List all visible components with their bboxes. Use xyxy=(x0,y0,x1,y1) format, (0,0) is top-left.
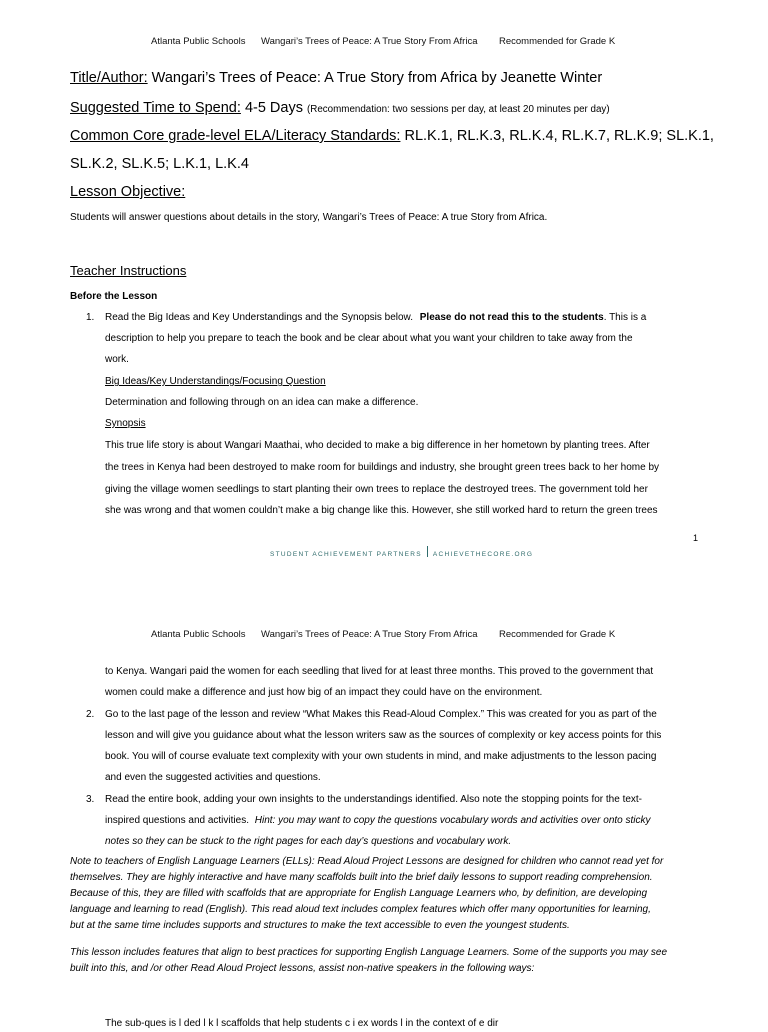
lesson-objective-heading: Lesson Objective: xyxy=(70,184,186,200)
header-grade: Recommended for Grade K xyxy=(499,36,616,47)
synopsis-line: This true life story is about Wangari Maathai, who decided to make a big difference in her hometown by planting trees. After xyxy=(105,440,650,451)
suggested-time-line xyxy=(70,100,610,116)
standards-line xyxy=(70,128,714,144)
footer-logo xyxy=(270,543,533,561)
title-author-line xyxy=(70,70,602,86)
header-school: Atlanta Public Schools xyxy=(151,629,246,640)
item-1-line-1-c: . This is a xyxy=(603,312,647,323)
big-ideas-heading: Big Ideas/Key Understandings/Focusing Question xyxy=(105,376,326,387)
ell-note-line: language and learning to read (English). This read aloud text includes complex features which offer many opportunities for learning, xyxy=(70,904,651,915)
item-2-line: and even the suggested activities and questions. xyxy=(105,772,321,783)
header-grade: Recommended for Grade K xyxy=(499,629,616,640)
item-3-number: 3. xyxy=(86,794,95,805)
standards-value-1: RL.K.1, RL.K.3, RL.K.4, RL.K.7, RL.K.9; SL.K.1, xyxy=(404,128,714,144)
header-book-title: Wangari’s Trees of Peace: A True Story From Africa xyxy=(261,629,478,640)
cut-off-line: The sub-ques is l ded l k l scaffolds that help students c i ex words l in the context of e dir xyxy=(105,1018,499,1029)
standards-value-2: SL.K.2, SL.K.5; L.K.1, L.K.4 xyxy=(70,156,249,172)
suggested-time-label: Suggested Time to Spend: xyxy=(70,100,241,116)
suggested-time-value: 4-5 Days xyxy=(244,100,303,116)
before-lesson-heading: Before the Lesson xyxy=(70,291,158,302)
footer-logo-left: STUDENT ACHIEVEMENT PARTNERS xyxy=(270,551,422,558)
synopsis-continued-line: to Kenya. Wangari paid the women for each seedling that lived for at least three months. This proved to the government that xyxy=(105,666,654,677)
item-1-line-1-bold: Please do not read this to the students xyxy=(419,312,604,323)
item-1-line-3: work. xyxy=(105,354,129,365)
ell-note-line: Because of this, they are filled with scaffolds that are appropriate for English Language Learners who, by definition, are developing xyxy=(70,888,648,899)
item-2-number: 2. xyxy=(86,709,95,720)
item-3-line-2-hint: Hint: you may want to copy the questions vocabulary words and activities over onto sticky xyxy=(254,815,651,826)
synopsis-line: the trees in Kenya had been destroyed to make room for buildings and industry, she brought green trees back to her home by xyxy=(105,462,660,473)
item-3-line-3: notes so they can be stuck to the right pages for each day’s questions and vocabulary work. xyxy=(105,836,512,847)
item-2-line: lesson and will give you guidance about what the lesson writers saw as the sources of complexity or key access points for this xyxy=(105,730,662,741)
page-number: 1 xyxy=(693,533,699,543)
item-2-line: Go to the last page of the lesson and review “What Makes this Read-Aloud Complex.” This was created for you as part of the xyxy=(105,709,657,720)
big-ideas-text: Determination and following through on an idea can make a difference. xyxy=(105,397,419,408)
synopsis-continued-line: women could make a difference and just how big of an impact they could have on the environment. xyxy=(105,687,543,698)
synopsis-line: she was wrong and that women couldn’t make a big change like this. However, she still worked hard to return the green trees xyxy=(105,505,658,516)
item-3-line-1: Read the entire book, adding your own insights to the understandings identified. Also note the stopping points for the text- xyxy=(105,794,643,805)
title-author-value: Wangari’s Trees of Peace: A True Story from Africa by Jeanette Winter xyxy=(151,70,603,86)
item-1-line-2: description to help you prepare to teach the book and be clear about what you want your children to take away from the xyxy=(105,333,633,344)
features-line: This lesson includes features that align to best practices for supporting English Language Learners. Some of the supports you may see xyxy=(70,947,668,958)
item-1-line-1 xyxy=(105,307,646,328)
standards-label: Common Core grade-level ELA/Literacy Standards: xyxy=(70,128,401,144)
item-1-number: 1. xyxy=(86,312,95,323)
ell-note-line: Note to teachers of English Language Learners (ELLs): Read Aloud Project Lessons are designed for children who cannot read yet for xyxy=(70,856,664,867)
item-3-line-2 xyxy=(105,810,651,831)
suggested-time-note: (Recommendation: two sessions per day, at least 20 minutes per day) xyxy=(307,104,610,115)
item-1-line-1-a: Read the Big Ideas and Key Understandings and the Synopsis below. xyxy=(105,312,413,323)
footer-divider xyxy=(427,546,428,557)
footer-logo-right: ACHIEVETHECORE.ORG xyxy=(432,551,534,558)
item-3-line-2-a: inspired questions and activities. xyxy=(105,815,249,826)
synopsis-heading: Synopsis xyxy=(105,418,146,429)
header-school: Atlanta Public Schools xyxy=(151,36,246,47)
features-line: built into this, and /or other Read Aloud Project lessons, assist non-native speakers in the following ways: xyxy=(70,963,535,974)
header-book-title: Wangari’s Trees of Peace: A True Story From Africa xyxy=(261,36,478,47)
lesson-objective-text: Students will answer questions about details in the story, Wangari’s Trees of Peace: A true Story from Africa. xyxy=(70,212,548,223)
ell-note-line: but at the same time includes supports and structures to make the text accessible to even the youngest students. xyxy=(70,920,570,931)
item-2-line: book. You will of course evaluate text complexity with your own students in mind, and make adjustments to the lesson pacing xyxy=(105,751,657,762)
synopsis-line: giving the village women seedlings to start planting their own trees to replace the destroyed trees. The government told her xyxy=(105,484,648,495)
ell-note-line: themselves. They are highly interactive and have many scaffolds built into the brief daily lessons to support reading comprehension. xyxy=(70,872,653,883)
teacher-instructions-heading: Teacher Instructions xyxy=(70,263,187,278)
title-author-label: Title/Author: xyxy=(70,70,148,86)
